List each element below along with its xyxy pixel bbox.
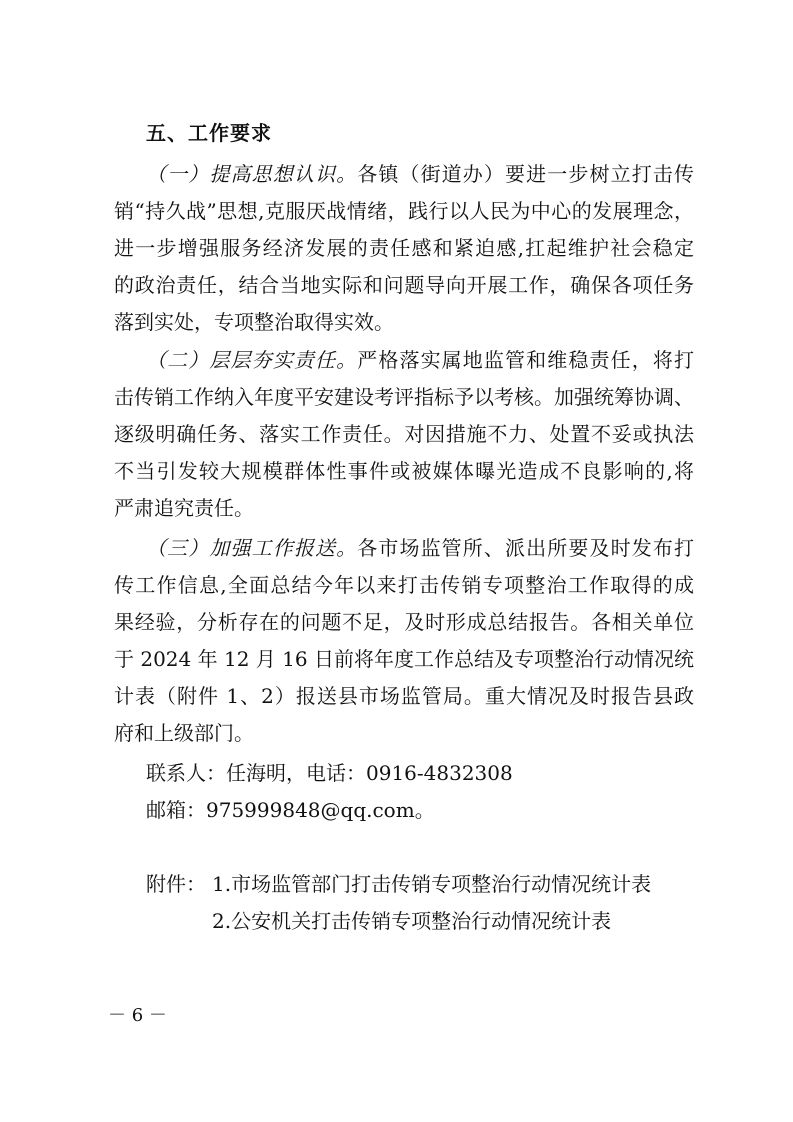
paragraph-line: 严肃追究责任。 — [114, 496, 254, 520]
paragraph-line: 计表（附件 1、2）报送县市场监管局。重大情况及时报告县政 — [114, 684, 694, 708]
paragraph-thinking — [114, 156, 694, 341]
email-line: 邮箱：975999848@qq.com。 — [146, 798, 435, 822]
paragraph-line: （一）提高思想认识。各镇（街道办）要进一步树立打击传 — [146, 162, 695, 186]
paragraph-responsibility — [114, 342, 694, 527]
paragraph-line: 击传销工作纳入年度平安建设考评指标予以考核。加强统筹协调、 — [114, 385, 694, 409]
paragraph-line: 于 2024 年 12 月 16 日前将年度工作总结及专项整治行动情况统 — [114, 647, 694, 671]
paragraph-line: 果经验，分析存在的问题不足，及时形成总结报告。各相关单位 — [114, 610, 694, 634]
contact-line: 联系人：任海明，电话：0916-4832308 — [146, 761, 513, 785]
attachment-item: 2.公安机关打击传销专项整治行动情况统计表 — [212, 909, 612, 933]
section-heading: 五、工作要求 — [146, 121, 272, 145]
paragraph-reporting — [114, 530, 694, 752]
paragraph-lead: （二）层层夯实责任。 — [146, 348, 358, 372]
paragraph-lead: （三）加强工作报送。 — [146, 536, 358, 560]
paragraph-line: 进一步增强服务经济发展的责任感和紧迫感,扛起维护社会稳定 — [114, 236, 694, 260]
paragraph-line: 逐级明确任务、落实工作责任。对因措施不力、处置不妥或执法 — [114, 422, 694, 446]
paragraph-line: 的政治责任，结合当地实际和问题导向开展工作，确保各项任务 — [114, 273, 694, 297]
paragraph-line: 落到实处，专项整治取得实效。 — [114, 310, 394, 334]
paragraph-line: 销“持久战”思想,克服厌战情绪，践行以人民为中心的发展理念， — [114, 199, 694, 223]
page-number: － 6 － — [108, 1005, 167, 1026]
attachment-item: 1.市场监管部门打击传销专项整治行动情况统计表 — [212, 872, 652, 896]
paragraph-line: （三）加强工作报送。各市场监管所、派出所要及时发布打 — [146, 536, 695, 560]
paragraph-line: （二）层层夯实责任。严格落实属地监管和维稳责任，将打 — [146, 348, 695, 372]
paragraph-line: 府和上级部门。 — [114, 721, 254, 745]
paragraph-line: 不当引发较大规模群体性事件或被媒体曝光造成不良影响的,将 — [114, 459, 694, 483]
paragraph-lead: （一）提高思想认识。 — [146, 162, 358, 186]
paragraph-line: 传工作信息,全面总结今年以来打击传销专项整治工作取得的成 — [114, 573, 694, 597]
attachments-label: 附件： — [146, 872, 206, 896]
